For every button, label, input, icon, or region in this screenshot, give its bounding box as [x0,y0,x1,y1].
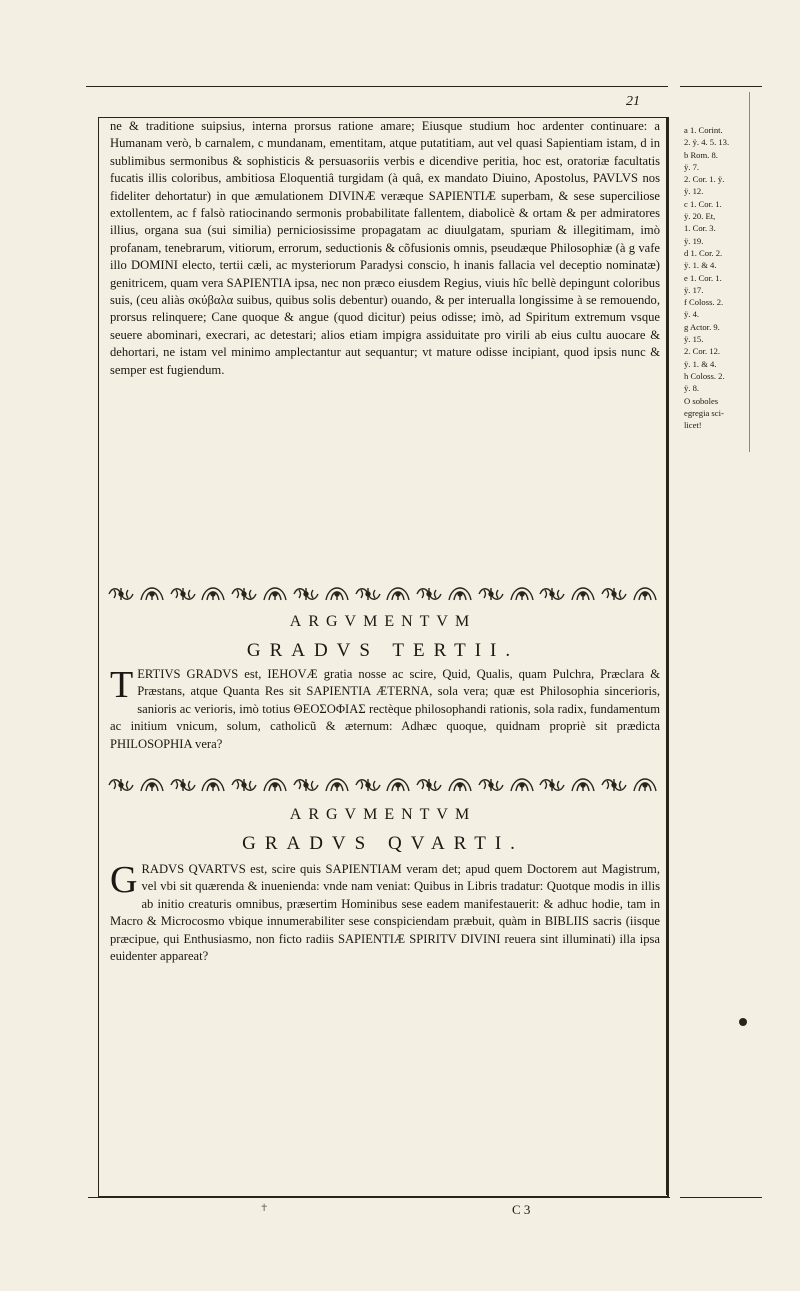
fleuron-icon [414,775,444,795]
fleuron-icon [260,775,290,795]
fleuron-icon [168,775,198,795]
fleuron-icon [353,775,383,795]
fleuron-icon [137,584,167,604]
margin-note: b Rom. 8. [684,149,718,160]
fleuron-icon [229,775,259,795]
margin-note: 1. Cor. 3. [684,223,716,234]
fleuron-icon [445,584,475,604]
margin-note: ÿ. 8. [684,383,700,394]
margin-note: ÿ. 15. [684,334,704,345]
fleuron-icon [507,584,537,604]
argument-3-section [110,666,660,753]
top-rule [86,86,668,87]
fleuron-icon [168,584,198,604]
fleuron-icon [291,584,321,604]
bottom-rule-margin [680,1197,762,1198]
fleuron-icon [537,584,567,604]
ink-mark-icon: ✝ [260,1203,269,1214]
fleuron-icon [599,775,629,795]
bottom-rule [88,1197,670,1198]
margin-note: f Coloss. 2. [684,297,724,308]
fleuron-icon [507,775,537,795]
top-rule-margin [680,86,762,87]
margin-note: licet! [684,420,702,431]
margin-note: ÿ. 1. & 4. [684,260,717,271]
margin-note: 2. Cor. 12. [684,346,721,357]
fleuron-icon [229,584,259,604]
margin-notes [684,124,764,431]
argument-heading-4: ARGVMENTVM [289,806,477,823]
argument-heading-3: ARGVMENTVM [289,613,477,630]
dropcap-t: T [110,664,134,706]
margin-note: g Actor. 9. [684,321,720,332]
argument-4-body: RADVS QVARTVS est, scire quis SAPIENTIAM veram det; apud quem Doctorem aut Magistrum, vel vbi sit quærenda & inuenienda: vnde nam veniat: Quibus in Libris tradatur: Quotque modis in illis ab initio creaturis omnibus, præsertim Hominibus sese eadem manifestauerit: & adhuc hodie, tam in Macro & Microcosmo vbique innumerabiliter sese conspiciendam præbuit, quàm in BIBLIIS sacris (iisque præcipue, qui Enthusiasmo, non ficto radiis SAPIENTIÆ SPIRITV DIVINI reuera sint illuminati) illa ipsa euidenter appareat? [110,862,660,964]
fleuron-icon [476,775,506,795]
margin-note: ÿ. 17. [684,284,704,295]
margin-note: ÿ. 20. Et, [684,211,716,222]
margin-note: e 1. Cor. 1. [684,272,722,283]
fleuron-icon [383,775,413,795]
margin-note: 2. Cor. 1. ÿ. [684,174,725,185]
fleuron-icon [568,775,598,795]
fleuron-icon [630,584,660,604]
fleuron-icon [137,775,167,795]
fleuron-icon [106,775,136,795]
margin-note: O soboles [684,395,719,406]
margin-note: 2. ÿ. 4. 5. 13. [684,137,730,148]
fleuron-icon [383,584,413,604]
margin-note: d 1. Cor. 2. [684,247,723,258]
margin-note: egregia sci- [684,407,724,418]
fleuron-icon [414,584,444,604]
grade-heading-4: GRADVS QVARTI. [242,833,524,854]
margin-note: ÿ. 1. & 4. [684,358,717,369]
fleuron-icon [322,584,352,604]
fleuron-icon [260,584,290,604]
grade-heading-3: GRADVS TERTII. [246,640,520,661]
fleuron-icon [198,775,228,795]
main-paragraph [110,118,660,379]
fleuron-icon [106,584,136,604]
argument-4-section [110,861,660,965]
margin-note: h Coloss. 2. [684,370,725,381]
folio-number: 21 [626,94,640,109]
dropcap-g: G [110,859,138,901]
margin-note: c 1. Cor. 1. [684,198,722,209]
fleuron-icon [599,584,629,604]
ornament-band-2 [106,774,660,796]
fleuron-icon [445,775,475,795]
ornament-band-1 [106,583,660,605]
margin-note: ÿ. 12. [684,186,704,197]
fleuron-icon [630,775,660,795]
argument-3-body: ERTIVS GRADVS est, IEHOVÆ gratia nosse ac scire, Quid, Qualis, quam Pulchra, Præclara & Præstans, atque Quanta Res sit SAPIENTIA ÆTERNA, sola vera; quæ est Philosophia sincerioris, sanioris ac verioris, imò totius ΘΕΟΣΟΦΙΑΣ rectèque philosophandi rationis, sola radix, fundamentum ac initium vnicum, solum, catholicũ & æternum: Adhæc quoque, quidnam propriè sit prædicta PHILOSOPHIA vera? [110,667,660,751]
margin-note: a 1. Corint. [684,125,723,135]
fleuron-icon [537,775,567,795]
margin-note: ÿ. 4. [684,309,700,320]
fleuron-icon [291,775,321,795]
margin-note: ÿ. 7. [684,161,700,172]
signature-mark: C 3 [512,1202,531,1217]
fleuron-icon [198,584,228,604]
frame-double-line [666,117,671,1195]
ink-spot-icon [739,1018,747,1026]
margin-note: ÿ. 19. [684,235,704,246]
fleuron-icon [568,584,598,604]
fleuron-icon [353,584,383,604]
fleuron-icon [322,775,352,795]
fleuron-icon [476,584,506,604]
paragraph-body: ne & traditione suipsius, interna prorsus ratione amare; Eiusque studium hoc ardenter continuare: a Humanam verò, b carnalem, c mundanam, ementitam, atque putatitiam, aut vel quasi Sapientiam istam, d in sublimibus sermonibus & sophisticis & persuasoriis verbis e dicendive peritia, hoc est, oratoriæ facultatis fucatis illis coloribus, ambitiosa Eloquentiâ turgidam (à quâ, ex mandato Diuino, Apostolus, PAVLVS nos fideliter dehortatur) in que æmulationem DIVINÆ veræque SAPIENTIÆ superbam, & sese superciliose extollentem, ac f falsò ratiocinando sermonis probabilitate fallentem, diabolicè & ortam & per admiratores illius, organa sua (sui similia) perniciosissime propagatam ac diuulgatam, spuriam & illegitimam, imò profanam, tenebrarum, vitiorum, errorum, seductionis & cõfusionis omnis, pseudæque Philosophiæ (à g vafe illo DOMINI electo, tertii cæli, ac mysteriorum Paradysi conscio, h inanis fallacia vel deceptio nominatæ) genitricem, quam vera SAPIENTIA ipsa, nec non præco eiusdem Regius, viuis hîc bellè depingunt coloribus suis, (ceu aliàs σκύβαλα suibus, quibus solis debentur) ouando, & per interualla longissime à se remouendo, prorsus relinquere; Cane quoque & angue (quod dicitur) peius odisse; imò, ad Spiritum extremum vsque seuere abominari, execrari, ac detestari; alios etiam impigra assiduitate pro virili ab eius cultu auocare & dehortari, ne istam vel minimo amplectantur aut sequantur; vt mature odisse incipiant, quod ipsis nunc & semper est fugiendum. [110,119,660,377]
